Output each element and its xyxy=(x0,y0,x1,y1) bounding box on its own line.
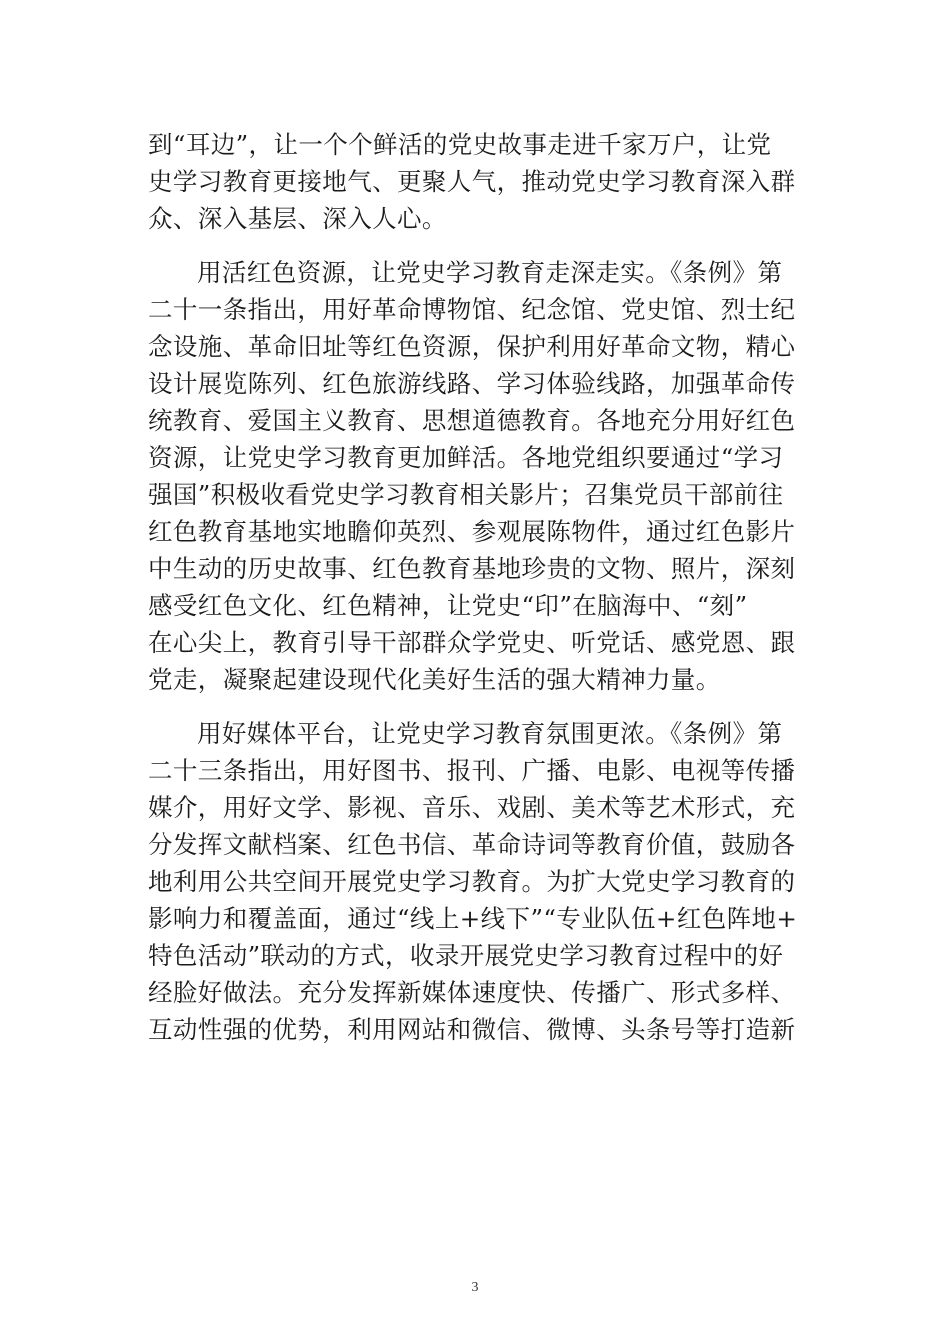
text-line: 地利用公共空间开展党史学习教育。为扩大党史学习教育的 xyxy=(148,867,796,896)
paragraph-2 xyxy=(148,254,808,698)
page-number: 3 xyxy=(471,1280,479,1295)
paragraph-3 xyxy=(148,715,808,1048)
text-line: 到“耳边”，让一个个鲜活的党史故事走进千家万户，让党 xyxy=(148,130,772,159)
text-line: 资源，让党史学习教育更加鲜活。各地党组织要通过“学习 xyxy=(148,443,784,472)
text-line: 设计展览陈列、红色旅游线路、学习体验线路，加强革命传 xyxy=(148,369,796,398)
text-line: 中生动的历史故事、红色教育基地珍贵的文物、照片，深刻 xyxy=(148,554,796,583)
text-line: 红色教育基地实地瞻仰英烈、参观展陈物件，通过红色影片 xyxy=(148,517,796,546)
text-line: 用活红色资源，让党史学习教育走深走实。《条例》第 xyxy=(197,258,783,287)
text-line: 特色活动”联动的方式，收录开展党史学习教育过程中的好 xyxy=(148,941,784,970)
text-line: 党走，凝聚起建设现代化美好生活的强大精神力量。 xyxy=(148,665,721,694)
text-line: 分发挥文献档案、红色书信、革命诗词等教育价值，鼓励各 xyxy=(148,830,796,859)
text-line: 感受红色文化、红色精神，让党史“印”在脑海中、“刻” xyxy=(148,591,748,620)
text-line: 媒介，用好文学、影视、音乐、戏剧、美术等艺术形式，充 xyxy=(148,793,796,822)
text-line: 二十一条指出，用好革命博物馆、纪念馆、党史馆、烈士纪 xyxy=(148,295,796,324)
text-line: 用好媒体平台，让党史学习教育氛围更浓。《条例》第 xyxy=(197,719,783,748)
text-line: 念设施、革命旧址等红色资源，保护利用好革命文物，精心 xyxy=(148,332,796,361)
text-line: 众、深入基层、深入人心。 xyxy=(148,204,447,233)
body-text xyxy=(148,126,808,1048)
text-line: 影响力和覆盖面，通过“线上+线下”“专业队伍+红色阵地+ xyxy=(148,904,798,933)
paragraph-1 xyxy=(148,126,808,237)
text-line: 二十三条指出，用好图书、报刊、广播、电影、电视等传播 xyxy=(148,756,796,785)
text-line: 经脸好做法。充分发挥新媒体速度快、传播广、形式多样、 xyxy=(148,978,796,1007)
text-line: 统教育、爱国主义教育、思想道德教育。各地充分用好红色 xyxy=(148,406,796,435)
text-line: 互动性强的优势，利用网站和微信、微博、头条号等打造新 xyxy=(148,1015,796,1044)
text-line: 在心尖上，教育引导干部群众学党史、听党话、感党恩、跟 xyxy=(148,628,796,657)
text-line: 史学习教育更接地气、更聚人气，推动党史学习教育深入群 xyxy=(148,167,796,196)
text-line: 强国”积极收看党史学习教育相关影片；召集党员干部前往 xyxy=(148,480,784,509)
